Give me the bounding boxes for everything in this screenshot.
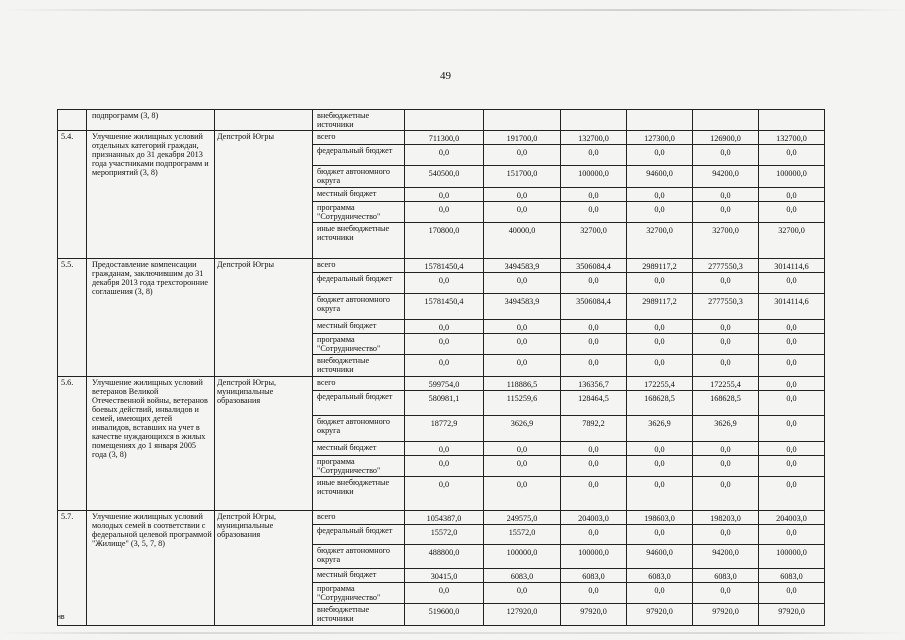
funding-value: 0,0 [484, 442, 561, 456]
table-row [58, 110, 825, 131]
funding-value: 488800,0 [405, 545, 484, 569]
table-row [58, 259, 825, 273]
funding-value: 0,0 [693, 355, 759, 377]
scan-edge-bottom [0, 632, 905, 634]
funding-value: 2989117,2 [627, 259, 693, 273]
funding-source: федеральный бюджет [313, 391, 405, 416]
funding-source: всего [313, 511, 405, 525]
funding-value: 127920,0 [484, 604, 561, 626]
measure-description: Улучшение жилищных условий молодых семей в соответствии с федеральной целевой программой "Жилище" (3, 5, 7, 8) [87, 511, 215, 626]
funding-value: 0,0 [759, 355, 825, 377]
footer-note: нв [57, 614, 65, 621]
funding-value: 204003,0 [759, 511, 825, 525]
funding-value: 94200,0 [693, 166, 759, 188]
funding-value: 32700,0 [561, 223, 627, 259]
funding-value: 100000,0 [484, 545, 561, 569]
funding-value: 0,0 [484, 334, 561, 355]
scan-edge-top [0, 9, 905, 11]
funding-value: 0,0 [484, 188, 561, 202]
funding-value: 6083,0 [693, 569, 759, 583]
funding-value: 100000,0 [759, 545, 825, 569]
funding-value: 0,0 [561, 320, 627, 334]
funding-value: 0,0 [561, 334, 627, 355]
funding-value: 15572,0 [484, 525, 561, 545]
funding-value: 0,0 [693, 583, 759, 604]
funding-value: 0,0 [405, 442, 484, 456]
funding-value: 0,0 [759, 456, 825, 477]
measure-executor [215, 110, 313, 131]
funding-value: 0,0 [759, 477, 825, 511]
funding-value: 0,0 [627, 273, 693, 294]
funding-value: 0,0 [627, 583, 693, 604]
funding-value: 18772,9 [405, 416, 484, 442]
funding-value: 0,0 [561, 202, 627, 223]
funding-source: программа "Сотрудничество" [313, 202, 405, 223]
funding-value: 0,0 [693, 477, 759, 511]
funding-value: 0,0 [693, 442, 759, 456]
funding-value: 0,0 [561, 456, 627, 477]
funding-value: 94600,0 [627, 166, 693, 188]
funding-value: 0,0 [484, 355, 561, 377]
funding-value [484, 110, 561, 131]
funding-value: 0,0 [561, 442, 627, 456]
funding-value: 3014114,6 [759, 259, 825, 273]
funding-value: 0,0 [759, 583, 825, 604]
measure-executor: Депстрой Югры, муниципальные образования [215, 511, 313, 626]
funding-source: бюджет автономного округа [313, 166, 405, 188]
page-number: 49 [440, 70, 451, 82]
funding-value: 0,0 [405, 456, 484, 477]
table-body [58, 110, 825, 626]
funding-value [405, 110, 484, 131]
funding-value: 0,0 [693, 456, 759, 477]
funding-value: 100000,0 [561, 166, 627, 188]
funding-value: 32700,0 [627, 223, 693, 259]
funding-value [561, 110, 627, 131]
funding-value: 0,0 [561, 583, 627, 604]
funding-value: 0,0 [405, 202, 484, 223]
funding-value: 3014114,6 [759, 294, 825, 320]
funding-value: 249575,0 [484, 511, 561, 525]
measure-number: 5.4. [58, 131, 87, 259]
funding-source: внебюджетные источники [313, 355, 405, 377]
funding-source: иные внебюджетные источники [313, 223, 405, 259]
funding-value: 191700,0 [484, 131, 561, 145]
funding-value: 0,0 [405, 273, 484, 294]
funding-value: 0,0 [484, 202, 561, 223]
funding-value: 170800,0 [405, 223, 484, 259]
funding-value: 172255,4 [627, 377, 693, 391]
funding-value: 0,0 [627, 334, 693, 355]
funding-value: 0,0 [561, 145, 627, 166]
funding-value: 0,0 [759, 377, 825, 391]
funding-value: 40000,0 [484, 223, 561, 259]
funding-value: 0,0 [405, 334, 484, 355]
funding-value: 97920,0 [627, 604, 693, 626]
funding-value: 136356,7 [561, 377, 627, 391]
measure-executor: Депстрой Югры [215, 131, 313, 259]
funding-value: 128464,5 [561, 391, 627, 416]
measure-description: Предоставление компенсации гражданам, заключившим до 31 декабря 2013 года трехсторонние соглашения (3, 8) [87, 259, 215, 377]
funding-value: 0,0 [759, 442, 825, 456]
funding-source: федеральный бюджет [313, 525, 405, 545]
funding-value: 0,0 [561, 355, 627, 377]
funding-value: 0,0 [627, 456, 693, 477]
funding-value: 0,0 [484, 477, 561, 511]
funding-value: 0,0 [405, 320, 484, 334]
measure-number: 5.6. [58, 377, 87, 511]
funding-value: 0,0 [759, 416, 825, 442]
funding-value: 94600,0 [627, 545, 693, 569]
funding-value: 0,0 [405, 355, 484, 377]
funding-value: 0,0 [484, 145, 561, 166]
funding-source: иные внебюджетные источники [313, 477, 405, 511]
funding-value: 599754,0 [405, 377, 484, 391]
funding-value: 15781450,4 [405, 294, 484, 320]
funding-value: 100000,0 [561, 545, 627, 569]
funding-value: 3626,9 [484, 416, 561, 442]
funding-value: 97920,0 [561, 604, 627, 626]
funding-source: всего [313, 377, 405, 391]
funding-value: 6083,0 [561, 569, 627, 583]
funding-source: бюджет автономного округа [313, 416, 405, 442]
funding-value: 519600,0 [405, 604, 484, 626]
funding-value: 126900,0 [693, 131, 759, 145]
funding-value: 0,0 [405, 188, 484, 202]
funding-source: программа "Сотрудничество" [313, 583, 405, 604]
funding-value: 118886,5 [484, 377, 561, 391]
funding-value: 115259,6 [484, 391, 561, 416]
funding-value: 100000,0 [759, 166, 825, 188]
funding-value: 2777550,3 [693, 259, 759, 273]
funding-value: 1054387,0 [405, 511, 484, 525]
funding-value: 711300,0 [405, 131, 484, 145]
funding-value: 6083,0 [759, 569, 825, 583]
funding-value: 0,0 [484, 320, 561, 334]
funding-value: 0,0 [561, 188, 627, 202]
funding-value: 132700,0 [561, 131, 627, 145]
funding-source: местный бюджет [313, 188, 405, 202]
funding-value: 6083,0 [484, 569, 561, 583]
funding-value: 15572,0 [405, 525, 484, 545]
funding-value: 0,0 [627, 145, 693, 166]
funding-value: 0,0 [693, 273, 759, 294]
program-funding-table [57, 109, 825, 626]
funding-value: 2989117,2 [627, 294, 693, 320]
funding-value: 0,0 [484, 273, 561, 294]
funding-value: 0,0 [561, 273, 627, 294]
funding-value: 30415,0 [405, 569, 484, 583]
funding-value: 3494583,9 [484, 294, 561, 320]
funding-value: 3494583,9 [484, 259, 561, 273]
funding-value: 0,0 [627, 355, 693, 377]
funding-source: местный бюджет [313, 320, 405, 334]
funding-value: 3506084,4 [561, 294, 627, 320]
measure-executor: Депстрой Югры [215, 259, 313, 377]
funding-value: 0,0 [693, 334, 759, 355]
measure-description: подпрограмм (3, 8) [87, 110, 215, 131]
funding-value: 0,0 [484, 456, 561, 477]
funding-value: 0,0 [759, 202, 825, 223]
funding-value: 0,0 [759, 188, 825, 202]
measure-number: 5.7. [58, 511, 87, 626]
funding-source: всего [313, 259, 405, 273]
funding-value: 0,0 [484, 583, 561, 604]
funding-value: 0,0 [561, 477, 627, 511]
measure-number [58, 110, 87, 131]
funding-value [759, 110, 825, 131]
funding-value [693, 110, 759, 131]
funding-source: местный бюджет [313, 569, 405, 583]
table-row [58, 511, 825, 525]
funding-value: 0,0 [693, 525, 759, 545]
funding-value: 0,0 [759, 334, 825, 355]
funding-source: программа "Сотрудничество" [313, 334, 405, 355]
table-row [58, 131, 825, 145]
funding-value: 94200,0 [693, 545, 759, 569]
funding-value: 168628,5 [693, 391, 759, 416]
funding-value: 0,0 [693, 202, 759, 223]
funding-value [627, 110, 693, 131]
funding-source: бюджет автономного округа [313, 294, 405, 320]
funding-value: 3626,9 [693, 416, 759, 442]
funding-value: 7892,2 [561, 416, 627, 442]
funding-source: федеральный бюджет [313, 273, 405, 294]
funding-value: 198203,0 [693, 511, 759, 525]
funding-value: 0,0 [693, 145, 759, 166]
funding-value: 0,0 [759, 273, 825, 294]
table-row [58, 377, 825, 391]
measure-number: 5.5. [58, 259, 87, 377]
funding-value: 0,0 [627, 477, 693, 511]
funding-value: 0,0 [759, 391, 825, 416]
funding-source: бюджет автономного округа [313, 545, 405, 569]
funding-value: 3506084,4 [561, 259, 627, 273]
measure-executor: Депстрой Югры, муниципальные образования [215, 377, 313, 511]
funding-value: 3626,9 [627, 416, 693, 442]
funding-value: 204003,0 [561, 511, 627, 525]
funding-value: 0,0 [627, 442, 693, 456]
funding-value: 0,0 [405, 583, 484, 604]
funding-value: 0,0 [759, 320, 825, 334]
funding-value: 2777550,3 [693, 294, 759, 320]
funding-value: 132700,0 [759, 131, 825, 145]
measure-description: Улучшение жилищных условий ветеранов Великой Отечественной войны, ветеранов боевых действий, инвалидов и семей, имеющих детей инвалидов, вставших на учет в качестве нуждающихся в жилых помещениях до 1 января 2005 года (3, 8) [87, 377, 215, 511]
funding-value: 0,0 [627, 202, 693, 223]
funding-value: 0,0 [561, 525, 627, 545]
funding-value: 6083,0 [627, 569, 693, 583]
funding-value: 172255,4 [693, 377, 759, 391]
funding-source: внебюджетные источники [313, 604, 405, 626]
funding-value: 0,0 [405, 477, 484, 511]
funding-source: федеральный бюджет [313, 145, 405, 166]
funding-value: 15781450,4 [405, 259, 484, 273]
funding-source: внебюджетные источники [313, 110, 405, 131]
funding-value: 0,0 [405, 145, 484, 166]
funding-value: 0,0 [759, 525, 825, 545]
funding-value: 0,0 [693, 188, 759, 202]
funding-value: 0,0 [759, 145, 825, 166]
funding-value: 0,0 [627, 320, 693, 334]
funding-value: 127300,0 [627, 131, 693, 145]
funding-value: 580981,1 [405, 391, 484, 416]
funding-value: 97920,0 [759, 604, 825, 626]
funding-value: 151700,0 [484, 166, 561, 188]
funding-source: местный бюджет [313, 442, 405, 456]
funding-value: 168628,5 [627, 391, 693, 416]
funding-value: 97920,0 [693, 604, 759, 626]
funding-value: 198603,0 [627, 511, 693, 525]
funding-value: 32700,0 [759, 223, 825, 259]
funding-value: 0,0 [693, 320, 759, 334]
funding-value: 0,0 [627, 525, 693, 545]
funding-value: 540500,0 [405, 166, 484, 188]
measure-description: Улучшение жилищных условий отдельных категорий граждан, признанных до 31 декабря 2013 года участниками подпрограмм и мероприятий (3, 8) [87, 131, 215, 259]
funding-source: программа "Сотрудничество" [313, 456, 405, 477]
funding-source: всего [313, 131, 405, 145]
funding-value: 32700,0 [693, 223, 759, 259]
funding-value: 0,0 [627, 188, 693, 202]
